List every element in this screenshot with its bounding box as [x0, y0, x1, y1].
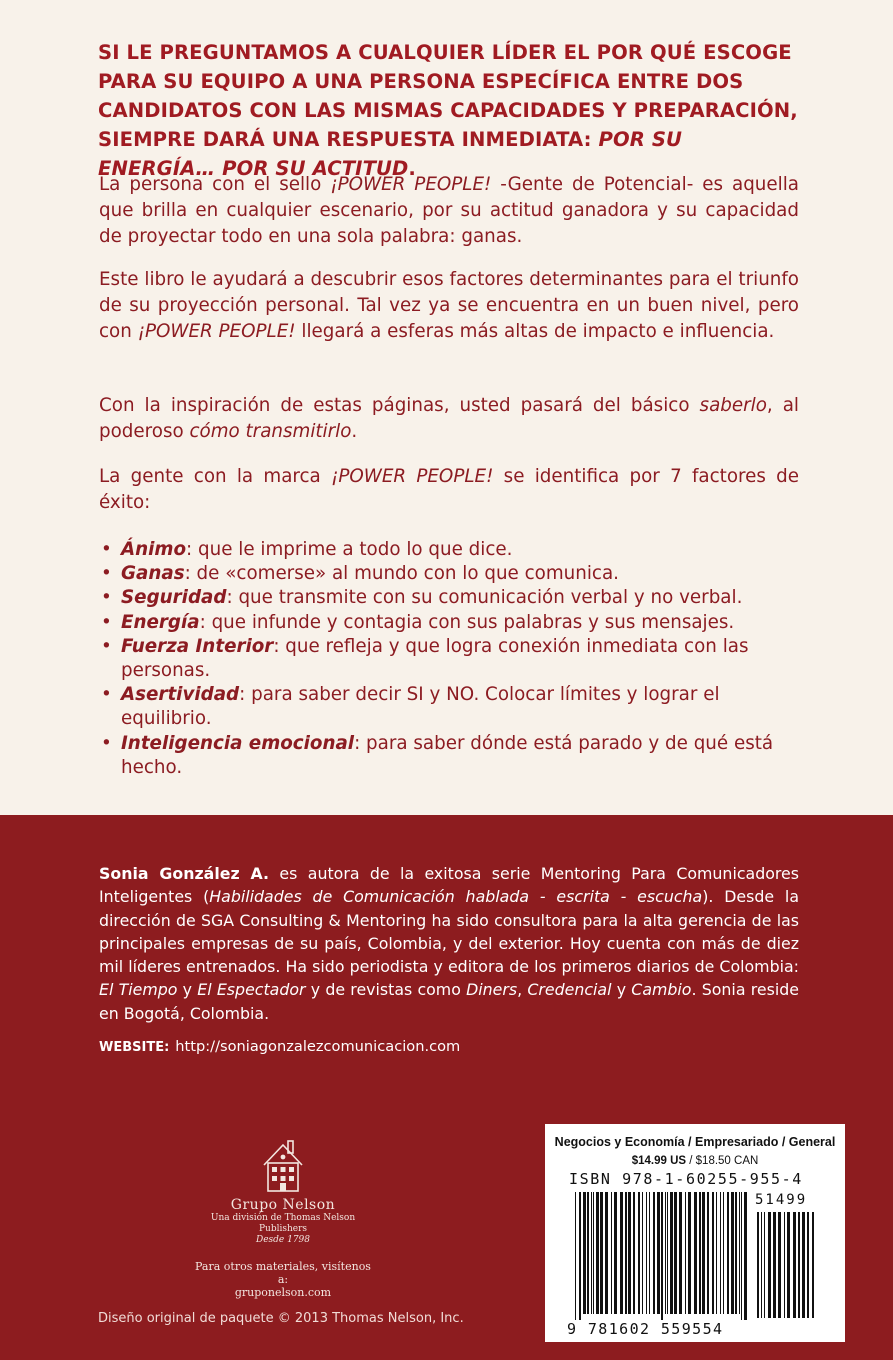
- paragraph-factors-intro: La gente con la marca ¡POWER PEOPLE! se identifica por 7 factores de éxito:: [99, 466, 800, 513]
- barcode-bars: [545, 1124, 845, 1342]
- barcode-bar: [667, 1192, 668, 1314]
- barcode-price: $14.99 US / $18.50 CAN: [631, 1155, 759, 1167]
- barcode-bar: [727, 1192, 729, 1314]
- bullet-icon: •: [101, 732, 112, 754]
- barcode-bar: [778, 1212, 781, 1318]
- barcode-bar: [793, 1212, 796, 1318]
- barcode-bar: [744, 1192, 747, 1320]
- barcode-bar: [614, 1192, 617, 1314]
- list-item: • Fuerza Interior: que refleja y que logra conexión inmediata con las personas.: [101, 635, 749, 682]
- barcode-bar: [768, 1212, 771, 1318]
- barcode-bar: [628, 1192, 631, 1314]
- barcode-bar: [807, 1212, 809, 1318]
- headline: SI LE PREGUNTAMOS A CUALQUIER LÍDER EL POR QUÉ ESCOGE PARA SU EQUIPO A UNA PERSONA ESPECÍFICA ENTRE DOS CANDIDATOS CON LAS MISMAS CAPACIDADES Y PREPARACIÓN, SIEMPRE DARÁ UNA RESPUESTA INMEDIATA: POR SU ENERGÍA… POR SU ACTITUD.: [98, 41, 798, 180]
- barcode-bar: [583, 1192, 586, 1314]
- bullet-icon: •: [101, 587, 112, 609]
- barcode-bar: [679, 1192, 682, 1314]
- barcode-bar: [575, 1192, 576, 1320]
- barcode-bar: [741, 1192, 742, 1320]
- barcode-bar: [757, 1212, 759, 1318]
- publisher-division: Una división de Thomas Nelson Publishers: [210, 1213, 356, 1234]
- barcode-bar: [661, 1192, 663, 1320]
- barcode-bar: [620, 1192, 623, 1314]
- list-item: • Ganas: de «comerse» al mundo con lo que comunica.: [99, 562, 799, 586]
- list-item: • Asertividad: para saber decir SI y NO. Colocar límites y lograr el equilibrio.: [101, 684, 720, 730]
- barcode-bar: [720, 1192, 721, 1314]
- barcode-bar: [633, 1192, 635, 1314]
- barcode-bar: [638, 1192, 640, 1314]
- list-item: • Seguridad: que transmite con su comunicación verbal y no verbal.: [99, 586, 799, 610]
- barcode-bar: [688, 1192, 691, 1314]
- barcode-bar: [702, 1192, 705, 1314]
- bullet-icon: •: [101, 611, 112, 633]
- barcode-bar: [787, 1212, 790, 1318]
- bullet-icon: •: [101, 563, 112, 585]
- barcode-bar: [605, 1192, 608, 1314]
- copyright-notice: Diseño original de paquete © 2013 Thomas Nelson, Inc.: [98, 1311, 464, 1326]
- barcode-bar: [653, 1192, 655, 1314]
- barcode-bar: [600, 1192, 603, 1314]
- barcode-bar: [579, 1192, 581, 1320]
- barcode-bar: [707, 1192, 709, 1314]
- publisher-since: Desde 1798: [255, 1235, 310, 1245]
- barcode-bar: [731, 1192, 734, 1314]
- barcode-bar: [646, 1192, 647, 1314]
- author-name: Sonia González A.: [99, 864, 270, 883]
- paragraph-power-people: La persona con el sello ¡POWER PEOPLE! -Gente de Potencial- es aquella que brilla en cualquier escenario, por su actitud ganadora y su capacidad de proyectar todo en una sola palabra: ganas.: [99, 174, 799, 247]
- author-bio: Sonia González A. es autora de la exitosa serie Mentoring Para Comunicadores Inteligentes (Habilidades de Comunicación hablada - escrita - escucha). Desde la dirección de SGA Consulting & Mentoring ha sido consultora para la alta gerencia de las principales empresas de su país, Colombia, y del exterior. Hoy cuenta con más de diez mil líderes entrenados. Ha sido periodista y editora de los primeros diarios de Colombia: El Tiempo y El Espectador y de revistas como Diners, Credencial y Cambio. Sonia reside en Bogotá, Colombia.: [99, 864, 799, 1023]
- website-line: [99, 1038, 460, 1055]
- barcode-bar: [699, 1192, 701, 1314]
- barcode-bar: [670, 1192, 673, 1314]
- barcode-bar: [723, 1192, 724, 1314]
- barcode-bar: [764, 1212, 765, 1318]
- list-item: • Ánimo: que le imprime a todo lo que dice.: [99, 538, 799, 562]
- barcode-bar: [739, 1192, 740, 1314]
- factors-list: [99, 538, 799, 780]
- barcode-category: Negocios y Economía / Empresariado / General: [554, 1135, 836, 1149]
- barcode-bar: [735, 1192, 737, 1314]
- barcode-bar: [649, 1192, 650, 1314]
- barcode-bar: [802, 1212, 805, 1318]
- barcode-bar: [593, 1192, 594, 1314]
- barcode-bar: [798, 1212, 800, 1318]
- paragraph-inspiration: Con la inspiración de estas páginas, usted pasará del básico saberlo, al poderoso cómo transmitirlo.: [99, 395, 800, 442]
- barcode-bar: [665, 1192, 666, 1314]
- barcode-bar: [685, 1192, 686, 1314]
- bullet-icon: •: [101, 635, 112, 657]
- barcode-bar: [591, 1192, 592, 1314]
- barcode-bar: [712, 1192, 714, 1314]
- barcode-bar: [784, 1212, 785, 1318]
- barcode-bar: [694, 1192, 697, 1314]
- publisher-url[interactable]: gruponelson.com: [234, 1286, 332, 1299]
- barcode-bar: [812, 1212, 814, 1318]
- barcode-bar: [596, 1192, 599, 1314]
- barcode-box: [545, 1124, 845, 1342]
- publisher-block: [190, 1135, 376, 1299]
- bullet-icon: •: [101, 539, 112, 560]
- paragraph-book-purpose: Este libro le ayudará a descubrir esos factores determinantes para el triunfo de su proyección personal. Tal vez ya se encuentra en un buen nivel, pero con ¡POWER PEOPLE! llegará a esferas más altas de impacto e influencia.: [99, 269, 799, 342]
- publisher-more-text: Para otros materiales, visítenos a:: [195, 1260, 371, 1286]
- bullet-icon: •: [101, 684, 112, 706]
- publisher-name: Grupo Nelson: [230, 1197, 336, 1213]
- list-item: • Inteligencia emocional: para saber dónde está parado y de qué está hecho.: [101, 732, 774, 778]
- barcode-bar: [657, 1192, 660, 1314]
- barcode-bar: [773, 1212, 776, 1318]
- barcode-supplement: 51499: [755, 1192, 808, 1208]
- barcode-bar: [625, 1192, 627, 1314]
- barcode-bar: [587, 1192, 589, 1314]
- website-label: WEBSITE:: [99, 1040, 170, 1055]
- barcode-bar: [674, 1192, 677, 1314]
- barcode-bar: [716, 1192, 717, 1314]
- list-item: • Energía: que infunde y contagia con sus palabras y sus mensajes.: [99, 611, 799, 635]
- barcode-digits: 9 781602 559554: [567, 1320, 724, 1338]
- barcode-bar: [611, 1192, 612, 1314]
- barcode-isbn: ISBN 978-1-60255-955-4: [569, 1170, 803, 1188]
- website-link[interactable]: http://soniagonzalezcomunicacion.com: [175, 1038, 461, 1055]
- barcode-bar: [642, 1192, 643, 1314]
- barcode-bar: [761, 1212, 762, 1318]
- house-logo-icon: [258, 1135, 308, 1195]
